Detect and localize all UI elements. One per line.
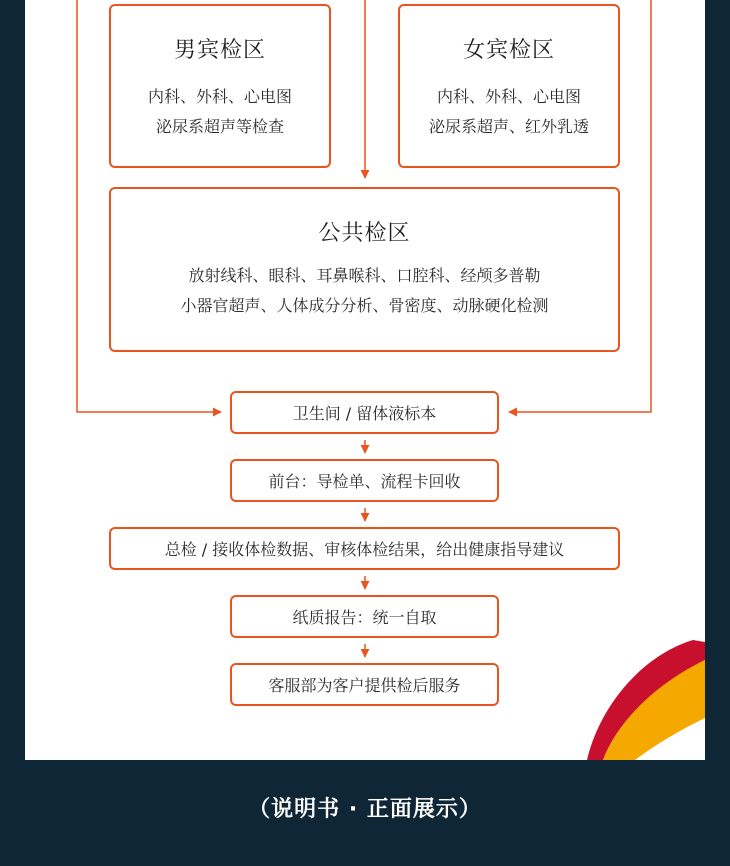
public-zone-title: 公共检区	[318, 221, 411, 246]
male-zone-title: 男宾检区	[173, 38, 266, 63]
male-zone-line: 泌尿系超声等检查	[155, 117, 284, 136]
female-zone-line: 泌尿系超声、红外乳透	[428, 117, 589, 136]
step-final-review-box: 总检 / 接收体检数据、审核体检结果，给出健康指导建议	[109, 527, 620, 570]
caption-text: （说明书 · 正面展示）	[248, 797, 482, 822]
decorative-swoosh	[587, 640, 705, 760]
male-zone-line: 内科、外科、心电图	[147, 87, 292, 106]
female-zone-title: 女宾检区	[462, 38, 555, 63]
step-customer-service-box: 客服部为客户提供检后服务	[230, 663, 499, 706]
step-restroom-box: 卫生间 / 留体液标本	[230, 391, 499, 434]
flowchart-card	[25, 0, 705, 760]
public-zone-line: 放射线科、眼科、耳鼻喉科、口腔科、经颅多普勒	[188, 266, 541, 285]
public-zone-line: 小器官超声、人体成分分析、骨密度、动脉硬化检测	[180, 296, 549, 315]
male-zone-box	[109, 4, 331, 168]
female-zone-line: 内科、外科、心电图	[436, 87, 581, 106]
female-zone-box	[398, 4, 620, 168]
public-zone-box	[109, 187, 620, 352]
step-front-desk-box: 前台：导检单、流程卡回收	[230, 459, 499, 502]
step-paper-report-box: 纸质报告：统一自取	[230, 595, 499, 638]
